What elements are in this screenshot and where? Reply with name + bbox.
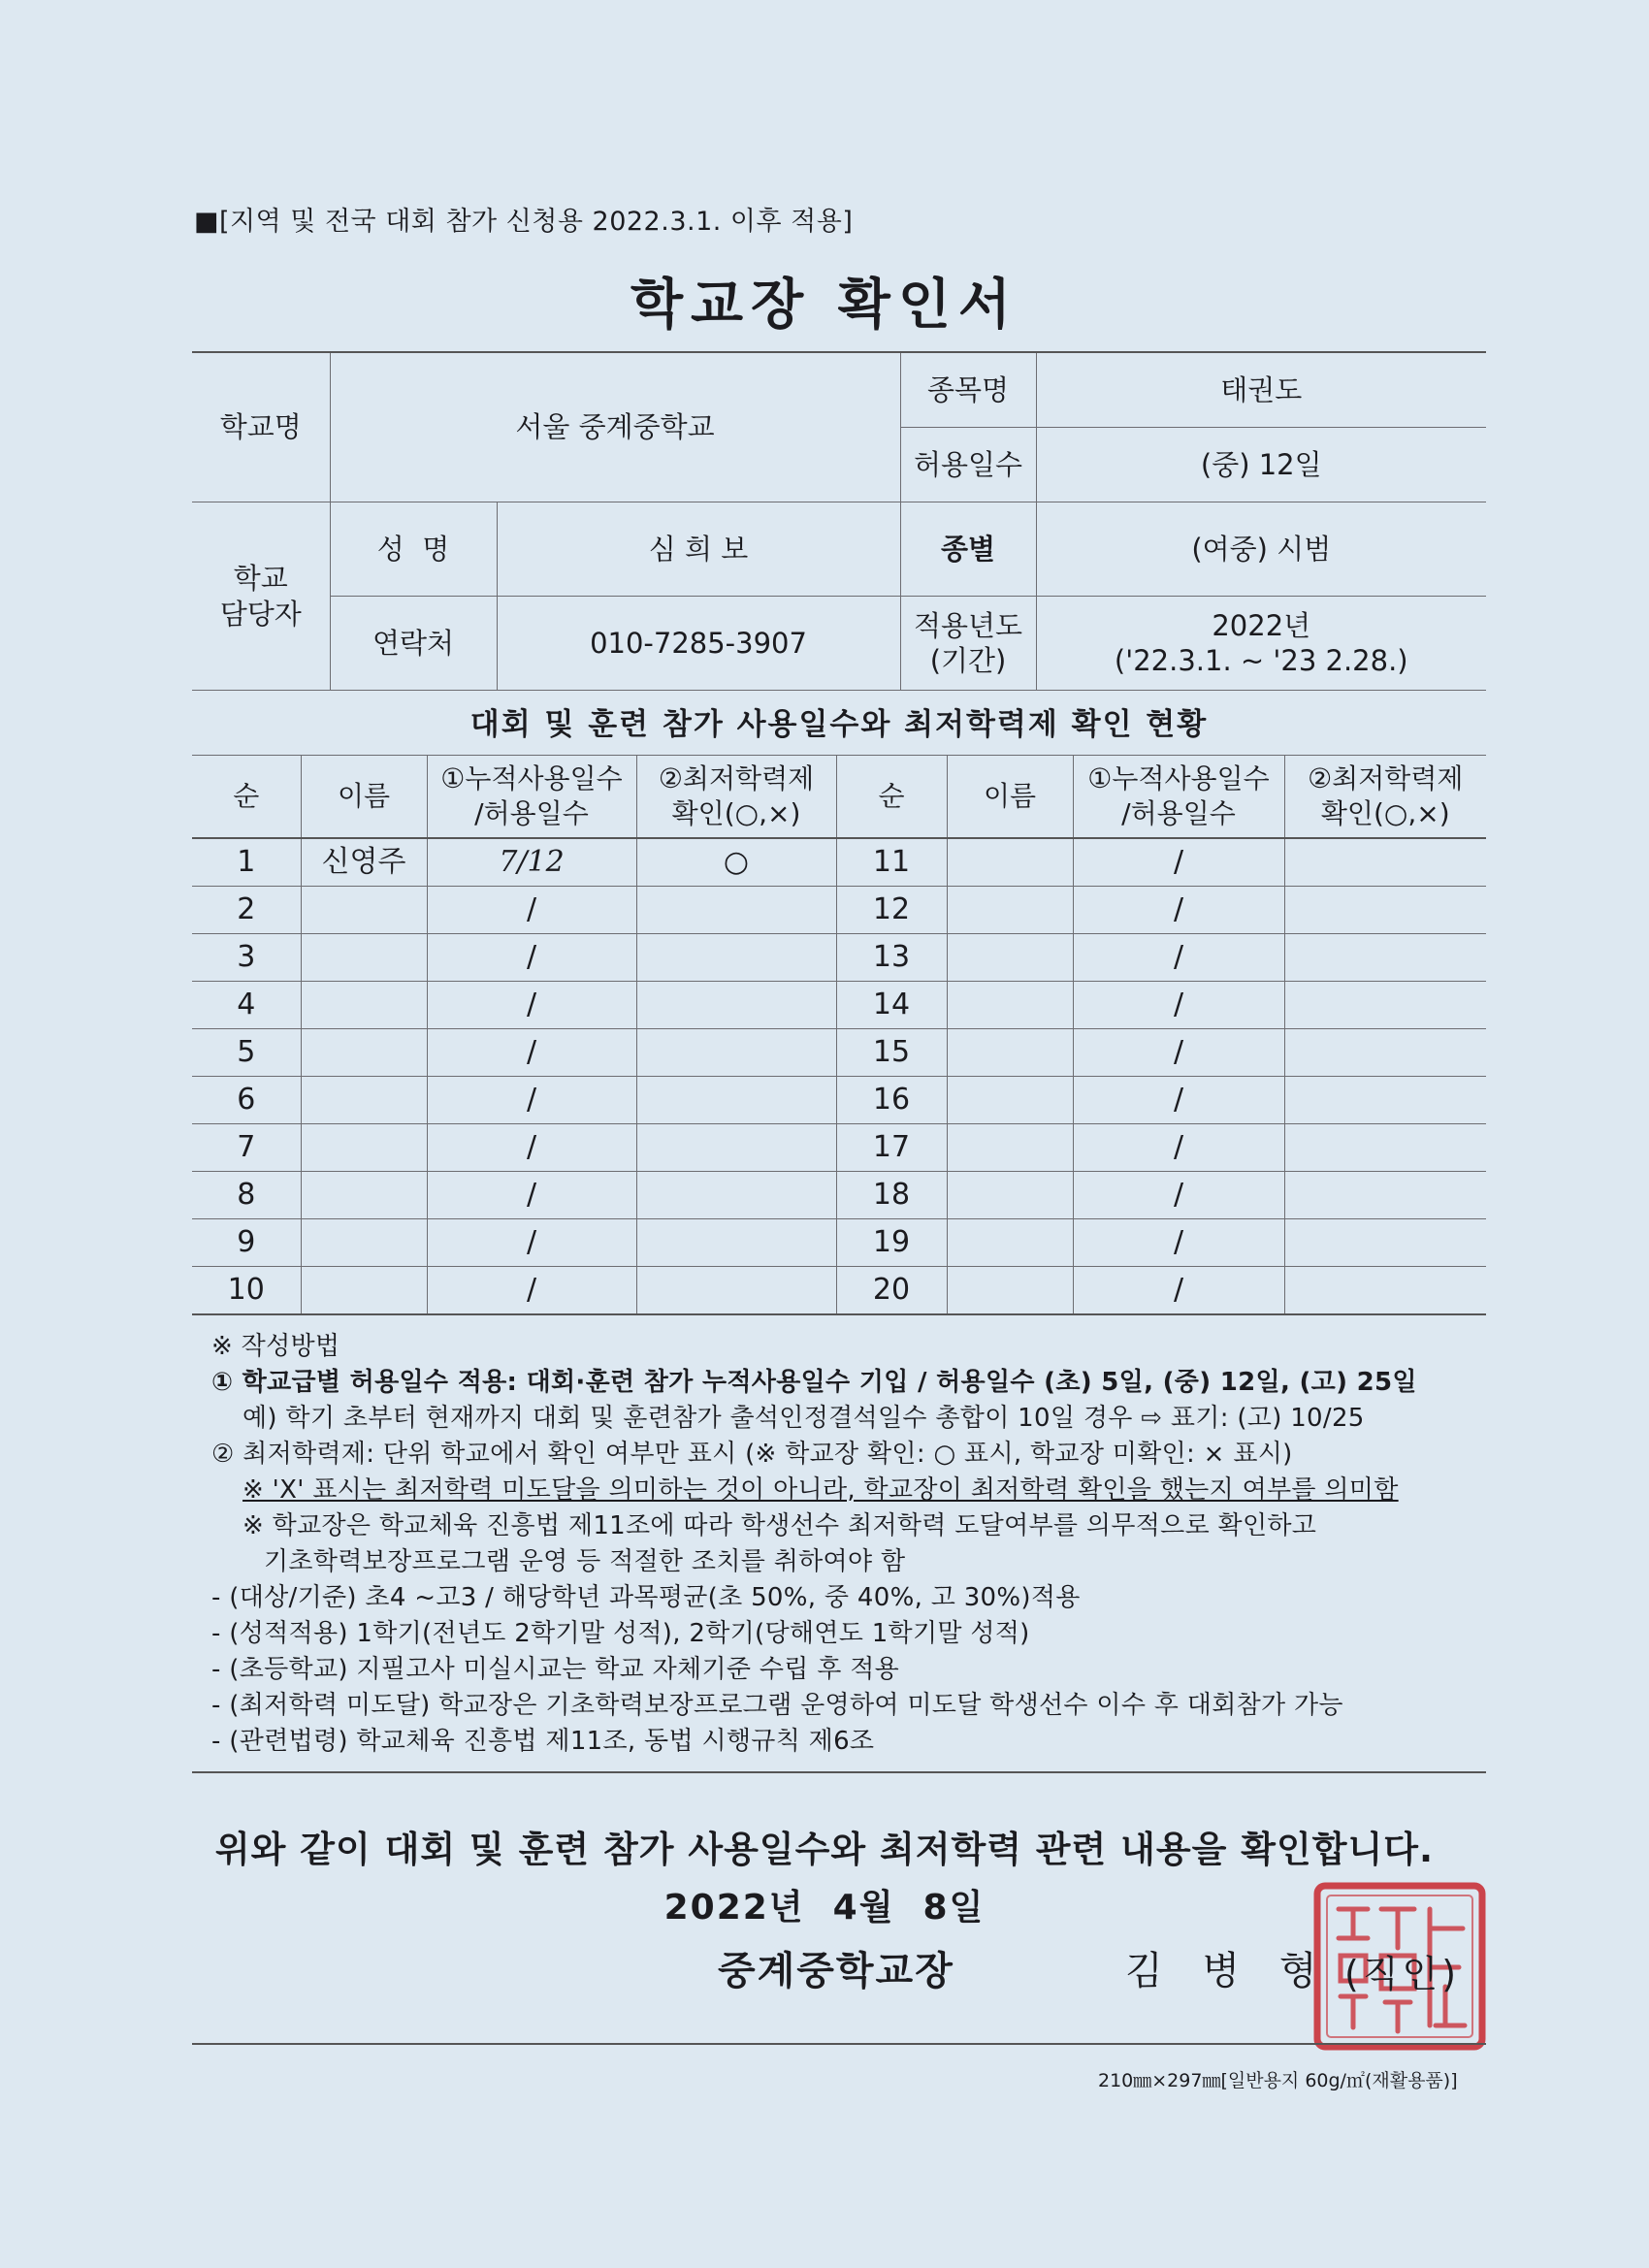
row-no: 5 xyxy=(192,1029,301,1077)
note-detail-2: - (성적적용) 1학기(전년도 2학기말 성적), 2학기(당해연도 1학기말 성적) xyxy=(211,1619,1030,1648)
row-days: / xyxy=(1073,838,1284,887)
row-days: / xyxy=(1073,887,1284,934)
table-row xyxy=(192,887,1486,934)
row-no: 10 xyxy=(192,1267,301,1315)
row-name xyxy=(947,1267,1073,1315)
row-no: 15 xyxy=(836,1029,947,1077)
row-days: / xyxy=(1073,1077,1284,1124)
roster-table xyxy=(192,755,1486,1315)
category-value: (여중) 시범 xyxy=(1036,502,1486,597)
sport-value: 태권도 xyxy=(1036,352,1486,428)
row-name xyxy=(301,934,427,982)
row-days: / xyxy=(427,887,636,934)
seal-label: (직인) xyxy=(1344,1953,1461,1995)
note-detail-5: - (관련법령) 학교체육 진흥법 제11조, 동법 시행규칙 제6조 xyxy=(211,1727,875,1756)
row-check xyxy=(1284,982,1486,1029)
row-no: 12 xyxy=(836,887,947,934)
contact-value: 010-7285-3907 xyxy=(497,597,900,691)
row-no: 16 xyxy=(836,1077,947,1124)
row-days: / xyxy=(427,1267,636,1315)
roster-header-row xyxy=(192,756,1486,839)
row-check xyxy=(1284,887,1486,934)
date-text: 2022년 4월 8일 xyxy=(663,1888,986,1928)
row-days: / xyxy=(1073,1124,1284,1172)
row-no: 9 xyxy=(192,1219,301,1267)
principal-title: 중계중학교장 xyxy=(718,1949,954,1993)
row-name xyxy=(301,1124,427,1172)
row-name xyxy=(301,887,427,934)
row-check: ○ xyxy=(636,838,836,887)
row-name xyxy=(301,982,427,1029)
row-days: / xyxy=(1073,1029,1284,1077)
table-row xyxy=(192,934,1486,982)
row-name xyxy=(301,1029,427,1077)
note-3: ※ 학교장은 학교체육 진흥법 제11조에 따라 학생선수 최저학력 도달여부를 의무적으로 확인하고 xyxy=(242,1511,1317,1540)
row-check xyxy=(636,982,836,1029)
row-no: 20 xyxy=(836,1267,947,1315)
row-no: 17 xyxy=(836,1124,947,1172)
note-detail-3: - (초등학교) 지필고사 미실시교는 학교 자체기준 수립 후 적용 xyxy=(211,1655,900,1684)
principal-name: 김 병 형 xyxy=(1125,1949,1331,1993)
row-days: / xyxy=(1073,982,1284,1029)
row-no: 19 xyxy=(836,1219,947,1267)
divider xyxy=(192,1771,1486,1773)
row-check xyxy=(1284,1029,1486,1077)
row-days: / xyxy=(427,982,636,1029)
note-1: ① 학교급별 허용일수 적용: 대회·훈련 참가 누적사용일수 기입 / 허용일수 (초) 5일, (중) 12일, (고) 25일 xyxy=(211,1368,1417,1397)
table-row xyxy=(192,1172,1486,1219)
row-check xyxy=(1284,1267,1486,1315)
row-check xyxy=(636,934,836,982)
header-note: ■[지역 및 전국 대회 참가 신청용 2022.3.1. 이후 적용] xyxy=(194,207,854,237)
note-2: ② 최저학력제: 단위 학교에서 확인 여부만 표시 (※ 학교장 확인: ○ 표시, 학교장 미확인: × 표시) xyxy=(211,1440,1293,1469)
row-days: / xyxy=(1073,1267,1284,1315)
row-no: 4 xyxy=(192,982,301,1029)
row-check xyxy=(636,1029,836,1077)
row-name xyxy=(947,1124,1073,1172)
row-check xyxy=(1284,934,1486,982)
table-row xyxy=(192,1267,1486,1315)
header-no: 순 xyxy=(836,756,947,839)
school-label: 학교명 xyxy=(192,352,330,502)
info-table xyxy=(192,351,1486,691)
row-no: 13 xyxy=(836,934,947,982)
table-row xyxy=(192,1029,1486,1077)
row-check xyxy=(1284,1077,1486,1124)
row-no: 18 xyxy=(836,1172,947,1219)
note-detail-1: - (대상/기준) 초4 ~고3 / 해당학년 과목평균(초 50%, 중 40%, 고 30%)적용 xyxy=(211,1583,1081,1612)
row-check xyxy=(636,1219,836,1267)
row-name xyxy=(301,1077,427,1124)
row-days: / xyxy=(427,1029,636,1077)
header-days: ①누적사용일수 /허용일수 xyxy=(427,756,636,839)
row-check xyxy=(636,1124,836,1172)
note-2-example: ※ 'X' 표시는 최저학력 미도달을 의미하는 것이 아니라, 학교장이 최저학력 확인을 했는지 여부를 의미함 xyxy=(242,1475,1399,1505)
row-name xyxy=(947,838,1073,887)
row-days: / xyxy=(427,1077,636,1124)
row-name xyxy=(947,934,1073,982)
header-check: ②최저학력제 확인(○,×) xyxy=(1284,756,1486,839)
roster-body xyxy=(192,838,1486,1314)
row-name xyxy=(947,1172,1073,1219)
row-check xyxy=(636,1077,836,1124)
divider xyxy=(192,2043,1486,2045)
row-name xyxy=(947,887,1073,934)
row-check xyxy=(636,1172,836,1219)
row-days: / xyxy=(427,934,636,982)
row-days: / xyxy=(1073,1172,1284,1219)
row-name xyxy=(301,1172,427,1219)
table-row xyxy=(192,1219,1486,1267)
row-no: 7 xyxy=(192,1124,301,1172)
row-no: 6 xyxy=(192,1077,301,1124)
year-value: 2022년 ('22.3.1. ~ '23 2.28.) xyxy=(1036,597,1486,691)
row-no: 14 xyxy=(836,982,947,1029)
header-days: ①누적사용일수 /허용일수 xyxy=(1073,756,1284,839)
table-row xyxy=(192,838,1486,887)
allowed-days-value: (중) 12일 xyxy=(1036,428,1486,502)
row-name xyxy=(947,1077,1073,1124)
row-check xyxy=(1284,1219,1486,1267)
year-label: 적용년도 (기간) xyxy=(900,597,1036,691)
table-row xyxy=(192,982,1486,1029)
contact-label: 연락처 xyxy=(330,597,497,691)
manager-name-value: 심 희 보 xyxy=(497,502,900,597)
row-no: 11 xyxy=(836,838,947,887)
row-days: 7/12 xyxy=(427,838,636,887)
row-name xyxy=(301,1219,427,1267)
row-days: / xyxy=(1073,934,1284,982)
table-row xyxy=(192,1077,1486,1124)
paper-spec-footer: 210㎜×297㎜[일반용지 60g/㎡(재활용품)] xyxy=(1098,2070,1458,2091)
row-no: 3 xyxy=(192,934,301,982)
confirmation-text: 위와 같이 대회 및 훈련 참가 사용일수와 최저학력 관련 내용을 확인합니다. xyxy=(214,1829,1435,1870)
notes-section xyxy=(211,1329,1482,1760)
allowed-days-label: 허용일수 xyxy=(900,428,1036,502)
row-days: / xyxy=(1073,1219,1284,1267)
header-name: 이름 xyxy=(301,756,427,839)
table-row xyxy=(192,1124,1486,1172)
row-check xyxy=(1284,1124,1486,1172)
row-days: / xyxy=(427,1172,636,1219)
note-detail-4: - (최저학력 미도달) 학교장은 기초학력보장프로그램 운영하여 미도달 학생선수 이수 후 대회참가 가능 xyxy=(211,1691,1343,1720)
row-name: 신영주 xyxy=(301,838,427,887)
category-label: 종별 xyxy=(900,502,1036,597)
row-name xyxy=(301,1267,427,1315)
row-name xyxy=(947,1029,1073,1077)
row-no: 8 xyxy=(192,1172,301,1219)
section-title: 대회 및 훈련 참가 사용일수와 최저학력제 확인 현황 xyxy=(192,695,1486,756)
document-title: 학교장 확인서 xyxy=(630,274,1019,337)
row-no: 2 xyxy=(192,887,301,934)
header-check: ②최저학력제 확인(○,×) xyxy=(636,756,836,839)
manager-label: 학교 담당자 xyxy=(192,502,330,691)
row-days: / xyxy=(427,1219,636,1267)
row-name xyxy=(947,982,1073,1029)
row-no: 1 xyxy=(192,838,301,887)
note-1-example: 예) 학기 초부터 현재까지 대회 및 훈련참가 출석인정결석일수 총합이 10일 경우 ⇨ 표기: (고) 10/25 xyxy=(242,1404,1365,1433)
school-value: 서울 중계중학교 xyxy=(330,352,900,502)
sport-label: 종목명 xyxy=(900,352,1036,428)
row-check xyxy=(1284,1172,1486,1219)
row-check xyxy=(636,1267,836,1315)
notes-heading: ※ 작성방법 xyxy=(211,1332,340,1361)
row-days: / xyxy=(427,1124,636,1172)
row-check xyxy=(636,887,836,934)
header-name: 이름 xyxy=(947,756,1073,839)
header-no: 순 xyxy=(192,756,301,839)
row-check xyxy=(1284,838,1486,887)
note-3-continued: 기초학력보장프로그램 운영 등 적절한 조치를 취하여야 함 xyxy=(264,1547,906,1576)
row-name xyxy=(947,1219,1073,1267)
manager-name-label: 성 명 xyxy=(330,502,497,597)
